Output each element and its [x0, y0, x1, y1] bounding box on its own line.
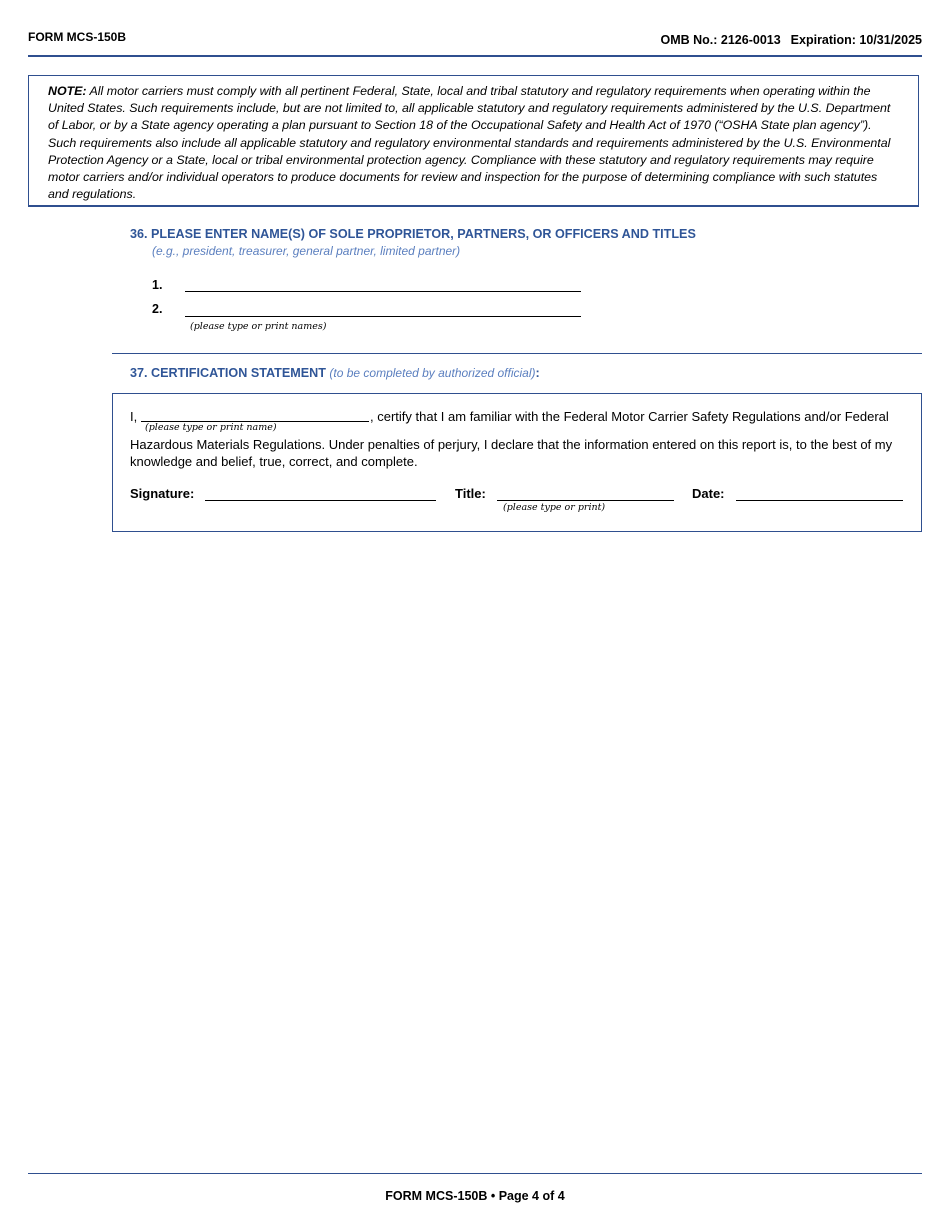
page-footer: FORM MCS-150B • Page 4 of 4	[385, 1189, 565, 1203]
name-line-1-field[interactable]	[185, 291, 581, 292]
section-37-colon: :	[535, 366, 540, 380]
note-label: NOTE:	[48, 84, 87, 98]
header-divider	[28, 55, 922, 57]
section-37-title-text: 37. CERTIFICATION STATEMENT	[130, 366, 326, 380]
date-field[interactable]	[736, 500, 903, 501]
form-id: FORM MCS-150B	[28, 30, 127, 44]
note-box	[28, 75, 919, 207]
title-hint: (please type or print)	[503, 502, 606, 513]
omb-number: OMB No.: 2126-0013	[660, 33, 781, 47]
note-text: All motor carriers must comply with all pertinent Federal, State, local and tribal statutory and regulatory requirements when operating within the United States. Such requirements include, but are not limited to, all applicable statutory and regulatory requirements administered by the U.S. Department of Labor, or by a State agency operating a plan pursuant to Section 18 of the Occupational Safety and Health Act of 1970 (“OSHA State plan agency”). Such requirements also include all applicable statutory and regulatory environmental standards and requirements administered by the U.S. Environmental Protection Agency or a State, local or tribal environmental protection agency. Compliance with these statutory and regulatory requirements may require motor carriers and/or individual operators to produce documents for review and inspection for the purpose of determining compliance with such statutes and regulations.	[48, 84, 891, 202]
names-hint: (please type or print names)	[190, 321, 327, 332]
section-37-subtitle: (to be completed by authorized official)	[329, 366, 536, 380]
note-paragraph	[48, 83, 900, 203]
omb-info	[660, 33, 922, 47]
section-37-title	[130, 366, 540, 380]
name-line-1-number: 1.	[152, 278, 163, 292]
cert-i-prefix: I,	[130, 409, 138, 424]
title-label: Title:	[455, 486, 486, 501]
date-label: Date:	[692, 486, 725, 501]
name-line-2-field[interactable]	[185, 316, 581, 317]
section-36-title: 36. PLEASE ENTER NAME(S) OF SOLE PROPRIETOR, PARTNERS, OR OFFICERS AND TITLES	[130, 227, 696, 241]
title-field[interactable]	[497, 500, 674, 501]
signature-label: Signature:	[130, 486, 195, 501]
section-36-subtitle: (e.g., president, treasurer, general partner, limited partner)	[152, 244, 461, 258]
section-divider	[112, 353, 922, 354]
name-line-2-number: 2.	[152, 302, 163, 316]
cert-statement-first-line: , certify that I am familiar with the Federal Motor Carrier Safety Regulations and/or Federal	[370, 409, 889, 424]
cert-name-hint: (please type or print name)	[145, 422, 277, 433]
signature-field[interactable]	[205, 500, 436, 501]
expiration-date: Expiration: 10/31/2025	[790, 33, 922, 47]
footer-divider	[28, 1173, 922, 1174]
cert-statement-paragraph: Hazardous Materials Regulations. Under penalties of perjury, I declare that the information entered on this report is, to the best of my knowledge and belief, true, correct, and complete.	[130, 437, 893, 469]
